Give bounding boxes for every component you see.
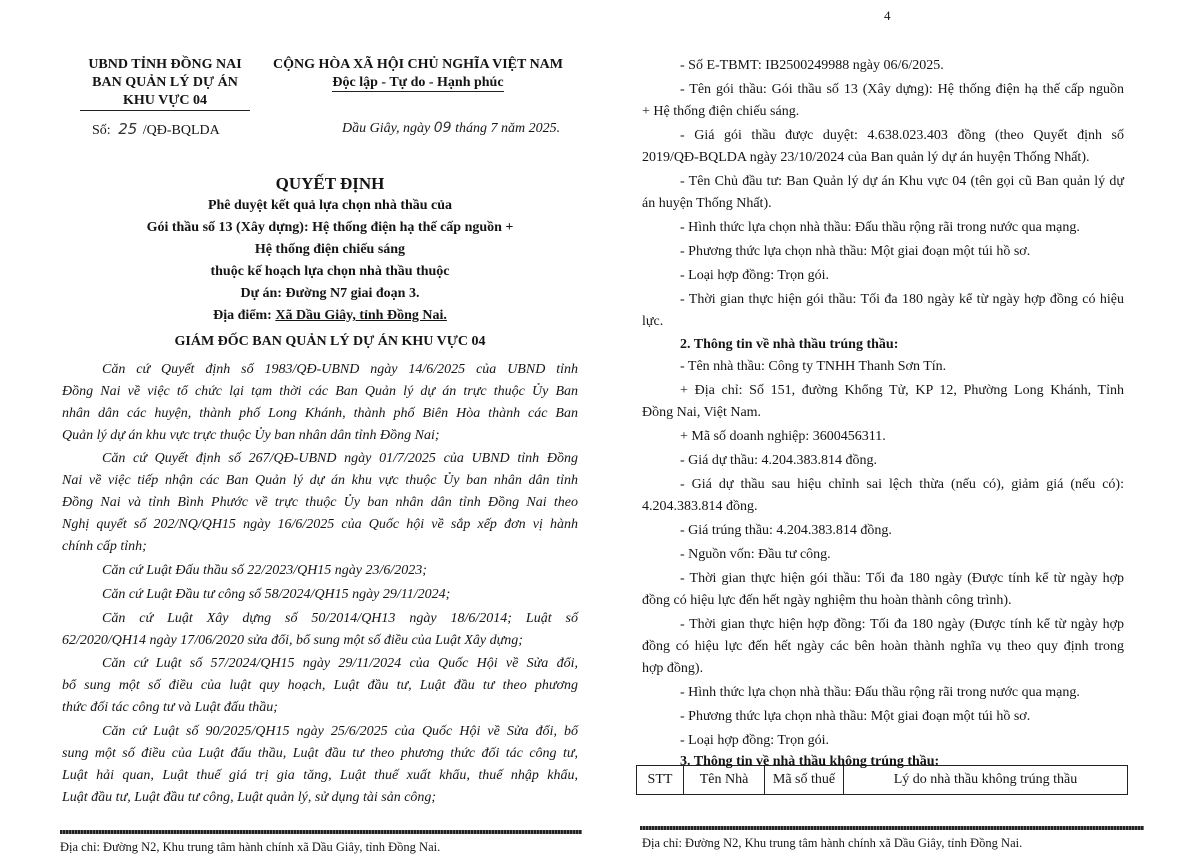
- basis-line: Căn cứ Quyết định số 267/QĐ-UBND ngày 01/7/2025 của UBND tỉnh Đồng: [102, 451, 578, 466]
- body-line: - Thời gian thực hiện gói thầu: Tối đa 180 ngày (Được tính kể từ ngày hợp: [680, 571, 1124, 586]
- basis-line: nhân dân các huyện, thành phố Long Khánh, thành phố Biên Hòa thành các Ban: [62, 406, 578, 421]
- basis-line: Căn cứ Luật Xây dựng số 50/2014/QH13 ngày 18/6/2014; Luật số: [102, 611, 578, 626]
- body-line: - Loại hợp đồng: Trọn gói.: [680, 268, 829, 283]
- basis-line: bổ sung một số điều của luật quy hoạch, Luật đầu tư, Luật đầu tư theo phương: [62, 678, 578, 693]
- footer-rule: [640, 826, 1144, 830]
- body-line: - Hình thức lựa chọn nhà thầu: Đấu thầu rộng rãi trong nước qua mạng.: [680, 220, 1080, 235]
- body-line: án huyện Thống Nhất).: [642, 196, 772, 211]
- project-location: [60, 308, 600, 324]
- document-page-right: [600, 0, 1200, 862]
- subtitle-line-5: Dự án: Đường N7 giai đoạn 3.: [240, 286, 420, 301]
- doc-number-handwritten: 25: [118, 120, 138, 138]
- footer-rule: [60, 830, 582, 834]
- body-line: - Tên Chủ đầu tư: Ban Quản lý dự án Khu vực 04 (tên gọi cũ Ban quản lý dự: [680, 174, 1124, 189]
- location-value: Xã Dầu Giây, tỉnh Đồng Nai.: [275, 308, 447, 323]
- issuing-authority: GIÁM ĐỐC BAN QUẢN LÝ DỰ ÁN KHU VỰC 04: [174, 334, 486, 349]
- basis-line: Căn cứ Luật Đầu tư công số 58/2024/QH15 ngày 29/11/2024;: [102, 587, 451, 602]
- basis-line: Quản lý dự án khu vực trực thuộc Ủy ban nhân dân tỉnh Đồng Nai;: [62, 428, 440, 443]
- basis-line: Căn cứ Quyết định số 1983/QĐ-UBND ngày 14/6/2025 của UBND tỉnh: [102, 362, 578, 377]
- doc-number-prefix: Số:: [92, 123, 111, 138]
- body-line: - Tên nhà thầu: Công ty TNHH Thanh Sơn Tín.: [680, 359, 947, 374]
- body-line: lực.: [642, 314, 664, 329]
- basis-line: Căn cứ Luật số 57/2024/QH15 ngày 29/11/2024 của Quốc Hội về Sửa đổi,: [102, 656, 578, 671]
- national-motto: [258, 75, 578, 91]
- body-line: - Thời gian thực hiện gói thầu: Tối đa 180 ngày kể từ ngày hợp đồng có hiệu: [680, 292, 1124, 307]
- basis-line: Căn cứ Luật số 90/2025/QH15 ngày 25/6/2025 của Quốc Hội về Sửa đổi, bổ: [102, 724, 578, 739]
- section-heading-2: 2. Thông tin về nhà thầu trúng thầu:: [680, 337, 899, 352]
- basis-line: thức đối tác công tư và Luật đấu thầu;: [62, 700, 278, 715]
- table-header-cell: Mã số thuế: [765, 766, 844, 795]
- body-line: - Phương thức lựa chọn nhà thầu: Một giai đoạn một túi hồ sơ.: [680, 244, 1031, 259]
- body-line: hợp đồng).: [642, 661, 704, 676]
- footer-address: Địa chỉ: Đường N2, Khu trung tâm hành chính xã Dầu Giây, tỉnh Đồng Nai.: [60, 840, 441, 854]
- page-number: 4: [884, 8, 891, 23]
- body-line: - Phương thức lựa chọn nhà thầu: Một giai đoạn một túi hồ sơ.: [680, 709, 1031, 724]
- national-motto-text: Độc lập - Tự do - Hạnh phúc: [332, 75, 504, 90]
- location-label: Địa điểm:: [213, 308, 272, 323]
- basis-line: Nai về việc tiếp nhận các Ban Quản lý dự án khu vực thuộc Ủy ban nhân dân tỉnh: [62, 473, 578, 488]
- body-line: 4.204.383.814 đồng.: [642, 499, 758, 514]
- place-date-text-b: tháng 7 năm 2025.: [455, 121, 561, 136]
- body-line: - Nguồn vốn: Đầu tư công.: [680, 547, 831, 562]
- body-line: - Tên gói thầu: Gói thầu số 13 (Xây dựng): Hệ thống điện hạ thế cấp nguồn: [680, 82, 1124, 97]
- section-heading-3: 3. Thông tin về nhà thầu không trúng thầu:: [680, 754, 940, 769]
- basis-line: Căn cứ Luật Đấu thầu số 22/2023/QH15 ngày 23/6/2023;: [102, 563, 427, 578]
- body-line: + Hệ thống điện chiếu sáng.: [642, 104, 800, 119]
- basis-line: Luật hải quan, Luật thuế giá trị gia tăng, Luật thuế xuất khẩu, thuế nhập khẩu,: [62, 768, 578, 783]
- org-name-line1: UBND TỈNH ĐỒNG NAI: [88, 57, 242, 72]
- subtitle-line-3: Hệ thống điện chiếu sáng: [254, 242, 406, 257]
- subtitle-line-4: thuộc kế hoạch lựa chọn nhà thầu thuộc: [210, 264, 450, 279]
- table-header-cell: Tên Nhà: [684, 766, 765, 795]
- body-line: - Loại hợp đồng: Trọn gói.: [680, 733, 829, 748]
- decision-title: QUYẾT ĐỊNH: [275, 174, 385, 193]
- body-line: + Mã số doanh nghiệp: 3600456311.: [680, 429, 886, 444]
- basis-line: Đồng Nai về việc tổ chức lại tạm thời các Ban Quản lý dự án trực thuộc Ủy Ban: [62, 384, 578, 399]
- basis-line: Luật đầu tư, Luật đầu tư công, Luật quản lý, sử dụng tài sản công;: [62, 790, 437, 805]
- body-line: - Thời gian thực hiện hợp đồng: Tối đa 180 ngày (Được tính kể từ ngày hợp: [680, 617, 1124, 632]
- subtitle-line-1: Phê duyệt kết quả lựa chọn nhà thầu của: [207, 198, 453, 213]
- basis-line: chính cấp tỉnh;: [62, 539, 147, 554]
- place-date-day: 09: [433, 120, 452, 136]
- body-line: 2019/QĐ-BQLDA ngày 23/10/2024 của Ban quản lý dự án huyện Thống Nhất).: [642, 150, 1090, 165]
- country-name: CỘNG HÒA XÃ HỘI CHỦ NGHĨA VIỆT NAM: [272, 57, 563, 72]
- body-line: - Giá dự thầu sau hiệu chỉnh sai lệch thừa (nếu có), giảm giá (nếu có):: [680, 477, 1124, 492]
- body-line: + Địa chỉ: Số 151, đường Khổng Tử, KP 12, Phường Long Khánh, Tỉnh: [680, 383, 1124, 398]
- table-header-cell: STT: [637, 766, 684, 795]
- body-line: - Số E-TBMT: IB2500249988 ngày 06/6/2025.: [680, 58, 944, 73]
- body-line: đồng có hiệu lực đến hết ngày các bên hoàn thành nghĩa vụ theo quy định trong: [642, 639, 1124, 654]
- body-line: - Hình thức lựa chọn nhà thầu: Đấu thầu rộng rãi trong nước qua mạng.: [680, 685, 1080, 700]
- body-line: - Giá trúng thầu: 4.204.383.814 đồng.: [680, 523, 892, 538]
- table-header-cell: Lý do nhà thầu không trúng thầu: [844, 766, 1128, 795]
- doc-number-suffix: /QĐ-BQLDA: [142, 123, 220, 138]
- body-line: - Giá dự thầu: 4.204.383.814 đồng.: [680, 453, 877, 468]
- basis-line: sung một số điều của Luật đấu thầu, Luật đầu tư theo phương thức đối tác công tư,: [62, 746, 578, 761]
- org-name-line3: KHU VỰC 04: [80, 93, 250, 111]
- body-line: Đồng Nai, Việt Nam.: [642, 405, 762, 420]
- body-line: đồng có hiệu lực đến hết ngày nghiệm thu hoàn thành công trình).: [642, 593, 1012, 608]
- losing-bidders-table: [636, 765, 1128, 795]
- place-date-text-a: Dầu Giây, ngày: [342, 121, 431, 136]
- body-line: - Giá gói thầu được duyệt: 4.638.023.403 đồng (theo Quyết định số: [680, 128, 1124, 143]
- table-header-row: [637, 766, 1128, 795]
- basis-line: 62/2020/QH14 ngày 17/06/2020 sửa đổi, bổ sung một số điều của Luật Xây dựng;: [62, 633, 523, 648]
- basis-line: Đồng Nai và tỉnh Bình Phước về trực thuộc Ủy ban nhân dân tỉnh Đồng Nai theo: [62, 495, 578, 510]
- footer-address: Địa chỉ: Đường N2, Khu trung tâm hành chính xã Dầu Giây, tỉnh Đồng Nai.: [642, 836, 1023, 850]
- place-and-date: [342, 120, 560, 137]
- basis-line: Nghị quyết số 202/NQ/QH15 ngày 16/6/2025 của Quốc hội về sắp xếp đơn vị hành: [62, 517, 578, 532]
- subtitle-line-2: Gói thầu số 13 (Xây dựng): Hệ thống điện hạ thế cấp nguồn +: [146, 220, 514, 235]
- document-number: [92, 120, 220, 139]
- org-name-line2: BAN QUẢN LÝ DỰ ÁN: [92, 75, 238, 90]
